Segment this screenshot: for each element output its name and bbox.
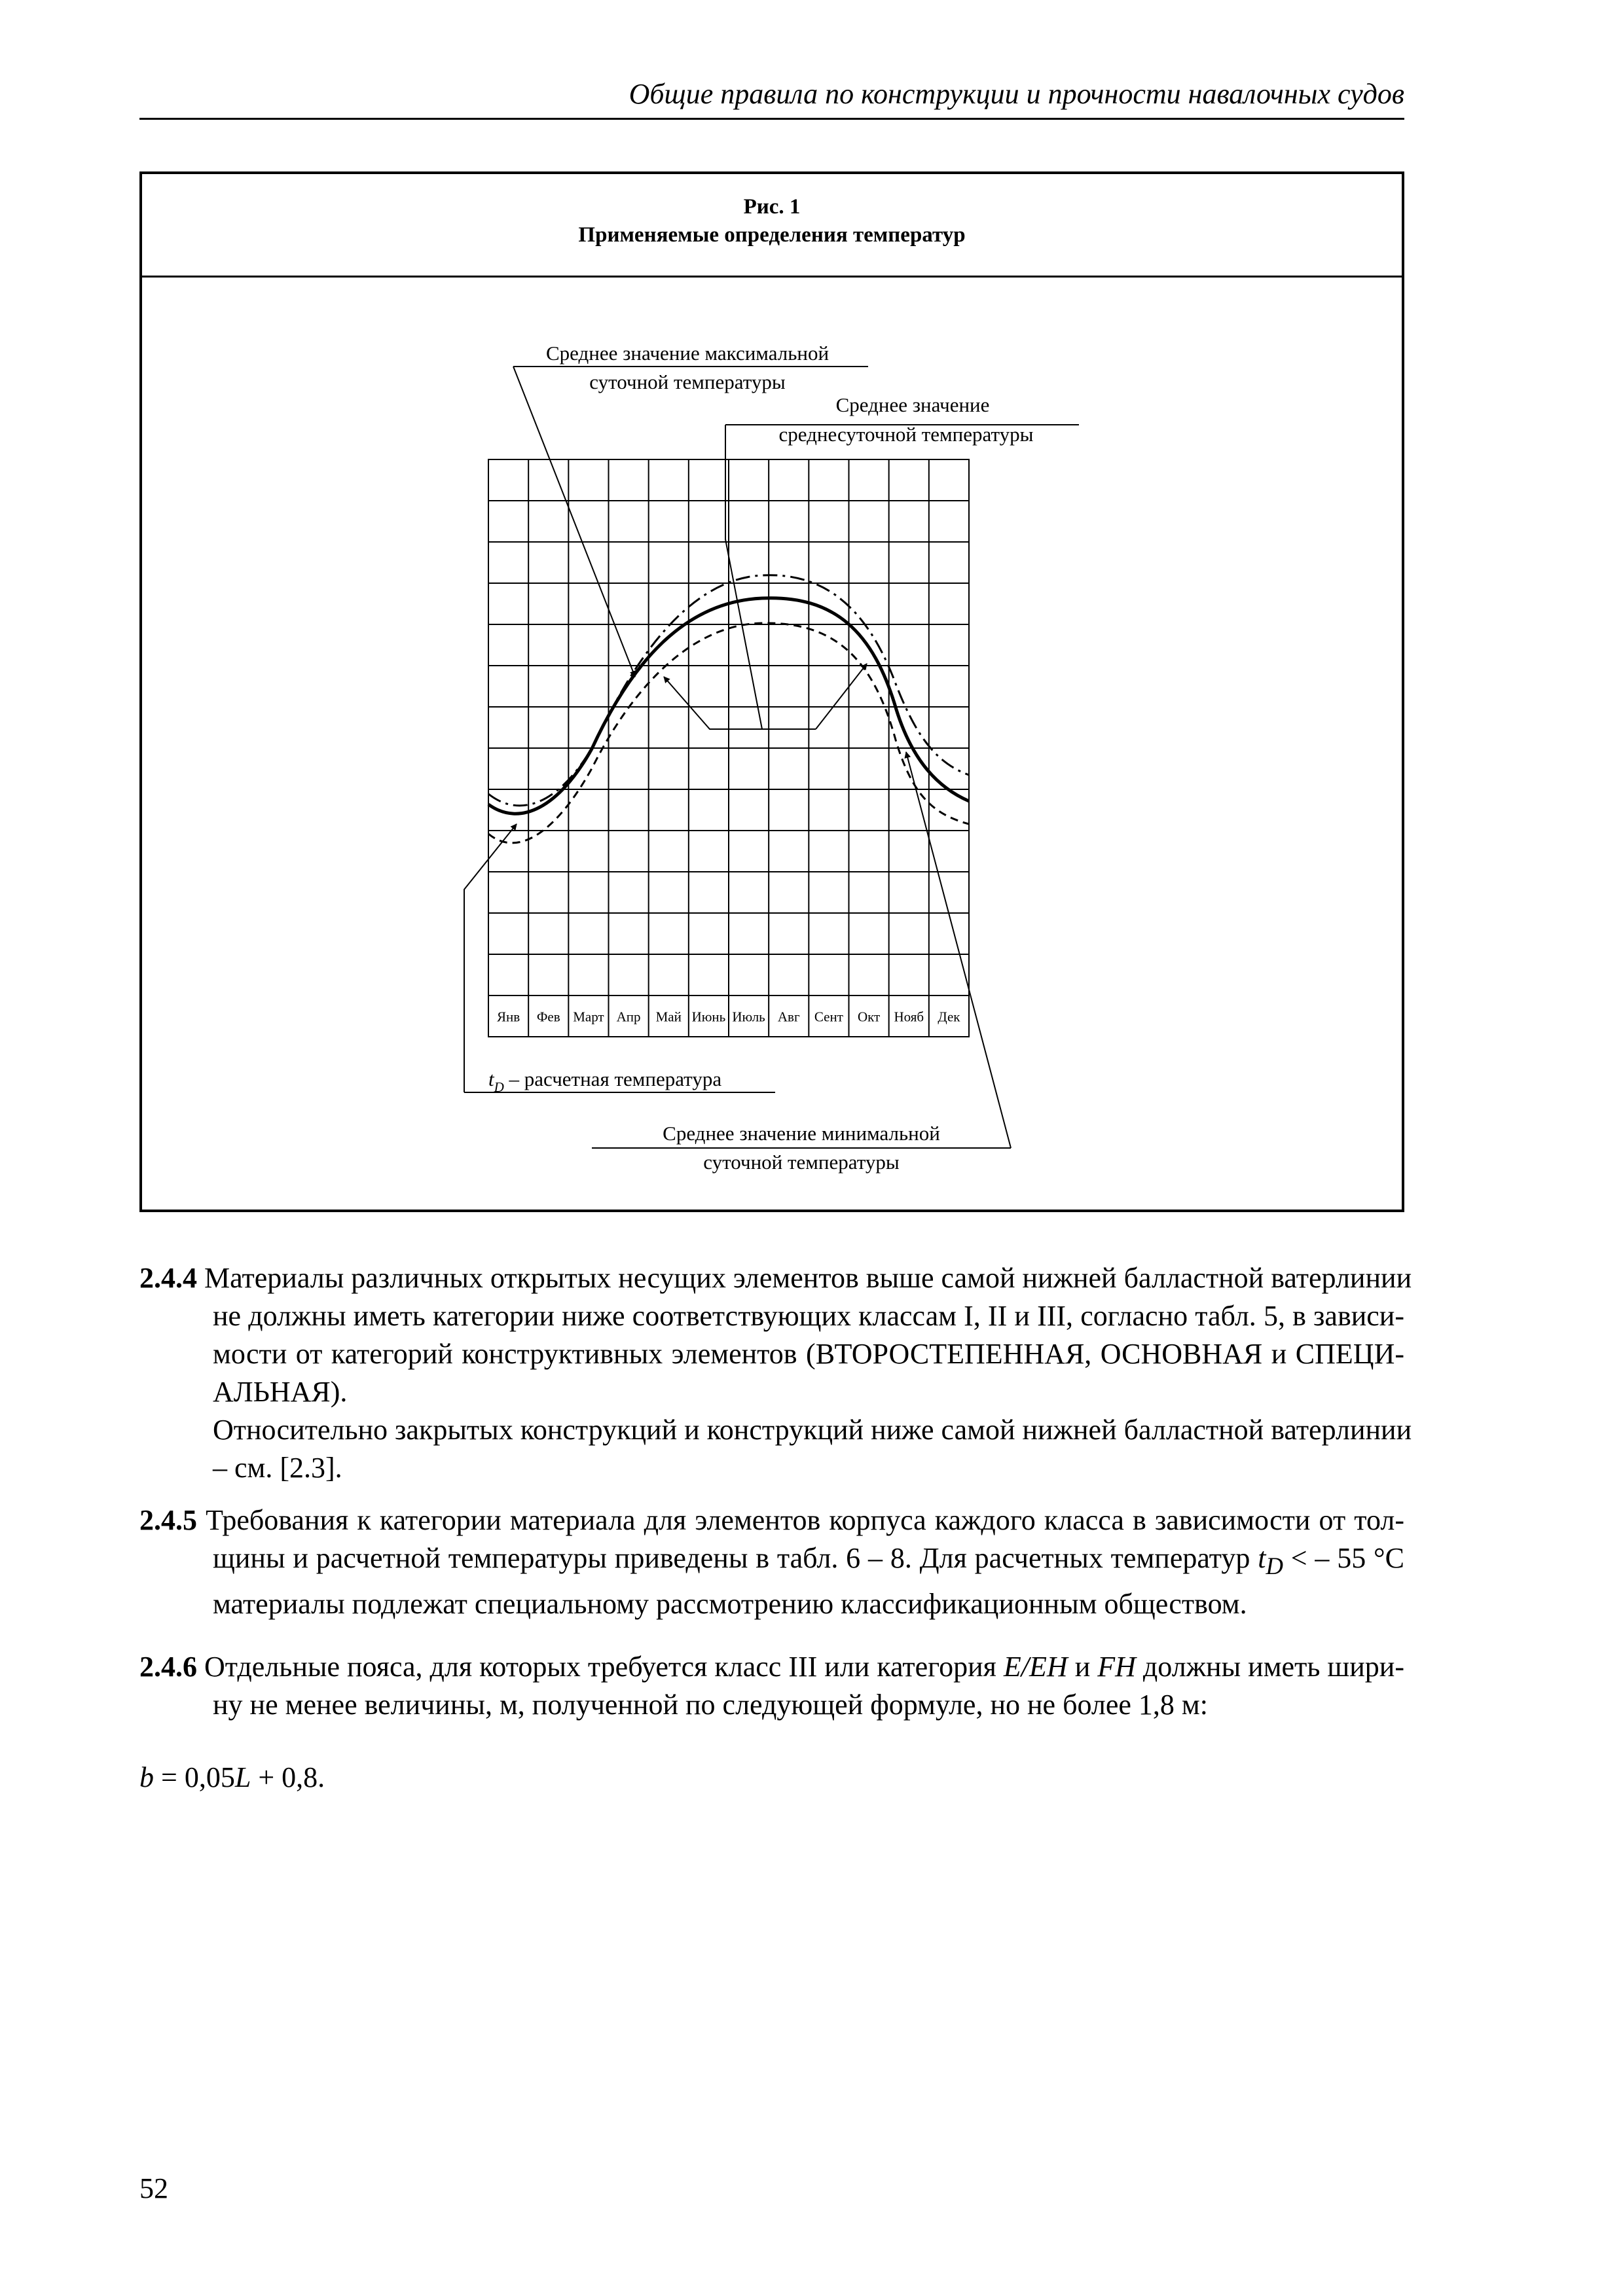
month-label: Окт <box>857 1009 881 1025</box>
paragraph-text: Относительно закрытых конструкций и конструкций ниже самой нижней балластной ватерлинии <box>213 1414 1412 1446</box>
temperature-diagram <box>142 174 1402 1210</box>
running-header-title: Общие правила по конструкции и прочности навалочных судов <box>629 78 1404 110</box>
month-label: Июль <box>732 1009 765 1025</box>
min-leader-arrow <box>906 752 1011 1148</box>
max-label-line1: Среднее значение максимальной <box>545 342 830 365</box>
max-leader-arrow <box>513 367 635 677</box>
month-label: Июнь <box>691 1009 726 1025</box>
paragraph-2-4-6: 2.4.6 Отдельные пояса, для которых требуется класс III или категория E/EH и FH должны иметь шири- ну не менее величины, м, полученной по следующей формуле, но не более 1,8 м: <box>139 1648 1404 1724</box>
paragraph-text: Требования к категории материала для элементов корпуса каждого класса в зависимости от тол- <box>197 1504 1404 1536</box>
paragraph-text: – см. [2.3]. <box>213 1452 342 1484</box>
paragraph-text: щины и расчетной температуры приведены в табл. 6 – 8. Для расчетных температур $t_D$ < – 55 °C <box>213 1542 1405 1579</box>
formula: b = 0,05L + 0,8. <box>139 1761 325 1793</box>
paragraph-text: не должны иметь категории ниже соответствующих классам I, II и III, согласно табл. 5, в зависи- <box>213 1300 1404 1332</box>
mean-label-line1: Среднее значение <box>835 393 990 416</box>
month-label: Март <box>573 1009 604 1025</box>
month-label: Сент <box>814 1009 843 1025</box>
month-label: Апр <box>616 1009 641 1025</box>
month-label: Дек <box>938 1009 960 1025</box>
paragraph-text: Материалы различных открытых несущих элементов выше самой нижней балластной ватерлинии <box>197 1262 1412 1294</box>
mean-leader-right <box>816 664 867 729</box>
paragraph-text: ну не менее величины, м, полученной по следующей формуле, но не более 1,8 м: <box>213 1689 1208 1721</box>
mean-leader-left <box>664 677 816 729</box>
max-label-line2: суточной температуры <box>589 370 786 393</box>
month-label: Янв <box>496 1009 520 1025</box>
paragraph-text: материалы подлежат специальному рассмотрению классификационным обществом. <box>213 1587 1247 1620</box>
paragraph-2-4-5 <box>139 1501 1404 1623</box>
paragraph-text: мости от категорий конструктивных элементов (ВТОРОСТЕПЕННАЯ, ОСНОВНАЯ и СПЕЦИ- <box>213 1338 1404 1370</box>
paragraph-number: 2.4.4 <box>139 1262 197 1294</box>
td-leader-arrow <box>464 824 517 1092</box>
mean-label-line2: среднесуточной температуры <box>778 423 1034 446</box>
month-label: Май <box>655 1009 682 1025</box>
running-header <box>139 77 1404 120</box>
chart-grid <box>488 459 969 1037</box>
paragraph-text: АЛЬНАЯ). <box>213 1376 348 1408</box>
paragraph-number: 2.4.5 <box>139 1504 197 1536</box>
month-label: Фев <box>536 1009 560 1025</box>
min-label-line1: Среднее значение минимальной <box>663 1122 940 1145</box>
month-label: Нояб <box>894 1009 924 1025</box>
figure-label: Рис. 1 <box>743 195 801 219</box>
month-label: Авг <box>777 1009 800 1025</box>
figure-frame <box>139 171 1404 1212</box>
page-number: 52 <box>139 2172 168 2204</box>
td-label: $t_D$ – расчетная температура <box>488 1067 722 1095</box>
paragraph-number: 2.4.6 <box>139 1651 197 1683</box>
min-label-line2: суточной температуры <box>703 1151 900 1174</box>
paragraph-2-4-4 <box>139 1259 1412 1487</box>
figure-title: Применяемые определения температур <box>578 223 966 247</box>
